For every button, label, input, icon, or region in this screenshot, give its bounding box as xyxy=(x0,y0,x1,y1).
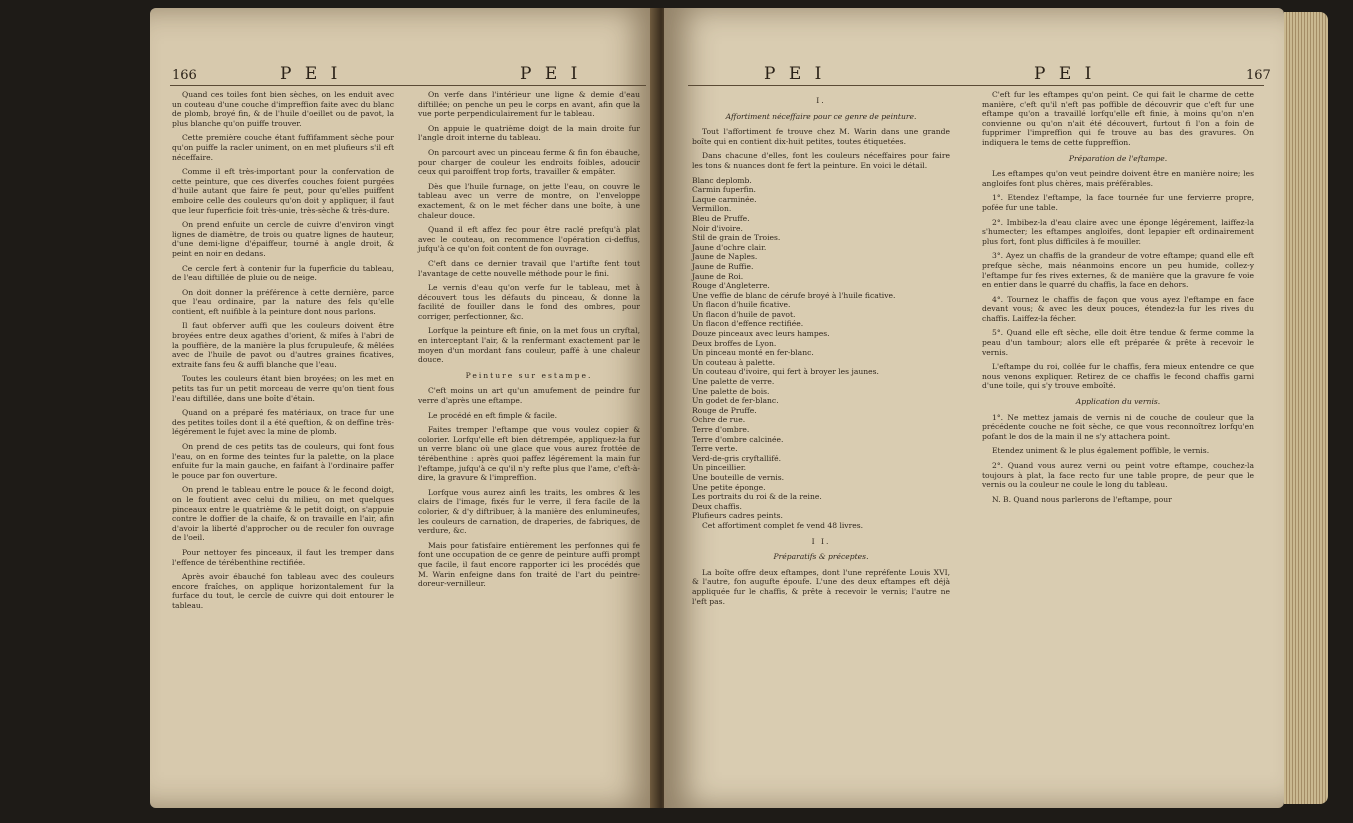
list-item: Un flacon d'huile ficative. xyxy=(692,300,791,310)
paragraph: N. B. Quand nous parlerons de l'eftampe, pour xyxy=(992,494,1172,504)
section-heading: Peinture sur estampe. xyxy=(465,370,593,380)
list-item: Noir d'ivoire. xyxy=(692,223,743,233)
list-item: Un pinceau monté en fer-blanc. xyxy=(692,348,814,358)
paragraph: C'eft dans ce dernier travail que l'artifte fent tout l'avantage de cette nouvelle méthode pour le fini. xyxy=(418,258,640,278)
list-item: Un flacon d'huile de pavot. xyxy=(692,309,796,319)
text-column-4 xyxy=(982,90,1254,509)
list-item: Deux broffes de Lyon. xyxy=(692,338,777,348)
list-item: Rouge de Pruffe. xyxy=(692,405,757,415)
running-header: P E I xyxy=(764,64,826,84)
paragraph: Quand ces toiles font bien sèches, on les enduit avec un couteau d'une couche d'impreffion faite avec du blanc de plomb, broyé fin, & de l'huile d'oeillet ou de pavot, la plus blanche qu'on puiffe trouver. xyxy=(172,90,394,128)
paragraph: Il faut obferver auffi que les couleurs doivent être broyées entre deux agathes d'orient, & mifes à l'abri de la pouffière, de la manière la plus fcrupuleufe, & mêlées avec de l'huile de pavot ou d'autres graines ficatives, extraite fans feu & auffi blanche que l'eau. xyxy=(172,321,394,369)
paragraph: 2°. Imbibez-la d'eau claire avec une éponge légérement, laiffez-la s'humecter; les eftampes angloifes, dont lepapier eft ordinairement plus fort, font plus difficiles à fe mouiller. xyxy=(982,217,1254,246)
paragraph: Cette première couche étant fuffifamment sèche pour qu'on puiffe la racler uniment, on en met plufieurs s'il eft néceffaire. xyxy=(172,133,394,162)
list-item: Plufieurs cadres peints. xyxy=(692,511,783,521)
header-rule xyxy=(688,85,1264,86)
list-item: Un godet de fer-blanc. xyxy=(692,396,779,406)
paragraph: C'eft moins un art qu'un amufement de peindre fur verre d'après une eftampe. xyxy=(418,386,640,406)
paragraph: On parcourt avec un pinceau ferme & fin fon ébauche, pour charger de couleur les endroits foibles, adoucir ceux qui paroiffent trop forts, travailler & empâter. xyxy=(418,147,640,177)
paragraph: Toutes les couleurs étant bien broyées; on les met en petits tas fur un petit morceau de verre qu'on tient fous l'eau diftillée, dans une boîte d'étain. xyxy=(172,374,394,403)
paragraph: Pour nettoyer fes pinceaux, il faut les tremper dans l'effence de térébenthine rectifiée. xyxy=(172,547,394,567)
paragraph: Mais pour fatisfaire entièrement les perfonnes qui fe font une occupation de ce genre de peinture auffi prompt que facile, il faut encore rapporter ici les procédés que M. Warin enfeigne dans fon traité de l'art du peintre-doreur-vernilleur. xyxy=(418,540,640,589)
list-item: Carmin fuperfin. xyxy=(692,185,756,195)
running-header: P E I xyxy=(520,64,582,84)
paragraph: 2°. Quand vous aurez verni ou peint votre eftampe, couchez-la toujours à plat, la face recto fur une table propre, de peur que le vernis ou la couleur ne coule le long du tableau. xyxy=(982,461,1254,490)
paragraph: C'eft fur les eftampes qu'on peint. Ce qui fait le charme de cette manière, c'eft qu'il n'eft pas poffible de découvrir que c'eft fur une eftampe qu'on a travaillé lorfqu'elle eft finie, à moins qu'on n'en convienne ou qu'on n'ait été découvert, furtout fi l'on a foin de fupprimer l'impreffion qui fe trouve au bas des gravures. On indiquera le tems de cette fuppreffion. xyxy=(982,90,1254,147)
paragraph: L'eftampe du roi, collée fur le chaffis, fera mieux entendre ce que nous venons expliquer. Retirez de ce chaffis le fecond chaffis garni d'une toile, qui s'y trouve emboîté. xyxy=(982,362,1254,391)
paragraph: Tout l'affortiment fe trouve chez M. Warin dans une grande boîte qui en contient dix-huit petites, toutes étiquetées. xyxy=(692,127,950,146)
section-heading: Préparation de l'eftampe. xyxy=(1068,153,1168,163)
paragraph: On prend le tableau entre le pouce & le fecond doigt, on le foutient avec celui du milieu, on met quelques pinceaux entre le quatrième & le petit doigt, on s'appuie contre le doffier de la chaife, & on travaille en l'air, afin d'avoir la liberté d'approcher ou de reculer fon ouvrage de l'oeil. xyxy=(172,485,394,543)
left-page xyxy=(150,8,658,808)
page-number: 167 xyxy=(1246,68,1271,83)
running-header: P E I xyxy=(280,64,342,84)
text-column-2 xyxy=(418,90,640,594)
paragraph: Le procédé en eft fimple & facile. xyxy=(428,410,558,420)
paragraph: Quand on a préparé fes matériaux, on trace fur une des petites toiles dont il a été queftion, & on deffine très-légérement le fujet avec la mine de plomb. xyxy=(172,408,394,437)
paragraph: Après avoir ébauché fon tableau avec des couleurs encore fraîches, on applique horizontalement fur la furface du tout, le cercle de cuivre qui doit entourer le tableau. xyxy=(172,572,394,610)
section-heading: Application du vernis. xyxy=(1075,397,1161,407)
list-item: Une bouteille de vernis. xyxy=(692,472,785,482)
text-column-1 xyxy=(172,90,394,616)
list-item: Une palette de verre. xyxy=(692,377,775,387)
text-column-3 xyxy=(692,90,950,611)
list-item: Une petite éponge. xyxy=(692,482,766,492)
list-item: Un pinceillier. xyxy=(692,463,747,473)
paragraph: Comme il eft très-important pour la confervation de cette peinture, que ces diverfes couches foient purgées d'huile autant que faire fe peut, pour qu'elles puiffent emboire celle des couleurs qu'on doit y appliquer, il faut que leur fuperficie foit très-unie, très-sèche & très-dure. xyxy=(172,167,394,215)
paragraph: 3°. Ayez un chaffis de la grandeur de votre eftampe; quand elle eft prefque sèche, mais néanmoins encore un peu humide, collez-y l'eftampe fur fes rives externes, & de manière que la gravure fe voie en entier dans le quarré du chaffis, la face en dehors. xyxy=(982,251,1254,290)
list-item: Deux chaffis. xyxy=(692,501,742,511)
paragraph: Les eftampes qu'on veut peindre doivent être en manière noire; les angloifes font plus chères, mais préférables. xyxy=(982,169,1254,188)
list-item: Un couteau à palette. xyxy=(692,357,776,367)
list-item: Vermillon. xyxy=(692,204,732,214)
list-item: Les portraits du roi & de la reine. xyxy=(692,492,822,502)
section-heading: Préparatifs & préceptes. xyxy=(773,552,869,562)
paragraph: Dans chacune d'elles, font les couleurs néceffaires pour faire les tons & nuances dont fe fert la peinture. En voici le détail. xyxy=(692,151,950,170)
paragraph: Faites tremper l'eftampe que vous voulez copier & colorier. Lorfqu'elle eft bien détrempée, appliquez-la fur un verre blanc où une glace que vous aurez frottée de térébenthine : après quoi paffez légérement la main fur l'eftampe, jufqu'à ce qu'il n'y refte plus que l'ame, c'eft-à-dire, la gravure & l'impreffion. xyxy=(418,425,640,483)
list-item: Douze pinceaux avec leurs hampes. xyxy=(692,329,830,339)
paragraph: Ce cercle fert à contenir fur la fuperficie du tableau, de l'eau diftillée de pluie ou de neige. xyxy=(172,263,394,283)
paragraph: On prend enfuite un cercle de cuivre d'environ vingt lignes de diamètre, de trois ou quatre lignes de hauteur, d'une demi-ligne d'épaiffeur, tourné à angle droit, & peint en noir en dedans. xyxy=(172,220,394,258)
list-item: Rouge d'Angleterre. xyxy=(692,281,770,291)
paragraph: Etendez uniment & le plus également poffible, le vernis. xyxy=(992,446,1210,456)
list-item: Verd-de-gris cryftallifé. xyxy=(692,453,782,463)
list-item: Jaune de Naples. xyxy=(692,252,758,262)
list-item: Ochre de rue. xyxy=(692,415,746,425)
list-item: Terre verte. xyxy=(692,444,738,454)
paragraph: Lorfque la peinture eft finie, on la met fous un cryftal, en interceptant l'air, & la renfermant exactement par le moyen d'un mordant fans couleur, paffé à une chaleur douce. xyxy=(418,326,640,365)
section-number: I I. xyxy=(811,536,831,546)
section-number: I. xyxy=(816,96,826,105)
open-book xyxy=(150,8,1330,818)
paragraph: On prend de ces petits tas de couleurs, qui font fous l'eau, on en forme des teintes fur la palette, on la place enfuite fur la main gauche, en faifant à l'ordinaire paffer le pouce par fon ouverture. xyxy=(172,442,394,480)
header-rule xyxy=(170,85,646,86)
list-item: Une palette de bois. xyxy=(692,386,770,396)
list-item: Blanc deplomb. xyxy=(692,175,752,185)
section-heading: Affortiment néceffaire pour ce genre de peinture. xyxy=(725,111,917,121)
page-number: 166 xyxy=(172,68,197,83)
list-item: Terre d'ombre. xyxy=(692,425,750,434)
paragraph: On doit donner la préférence à cette dernière, parce que l'eau ordinaire, par la nature des fels qu'elle contient, eft nuifible à la peinture dont nous parlons. xyxy=(172,287,394,316)
paragraph: 1°. Ne mettez jamais de vernis ni de couche de couleur que la précédente couche ne foit sèche, ce que vous reconnoîtrez lorfqu'en pofant le dos de la main il ne s'y attachera point. xyxy=(982,412,1254,441)
paragraph: On verfe dans l'intérieur une ligne & demie d'eau diftillée; on penche un peu le corps en avant, afin que la vue porte perpendiculairement fur le tableau. xyxy=(418,90,640,119)
paragraph: Dès que l'huile furnage, on jette l'eau, on couvre le tableau avec un verre de montre, on l'enveloppe exactement, & on le met fécher dans une boîte, à une chaleur douce. xyxy=(418,181,640,220)
list-item: Un flacon d'effence rectifiée. xyxy=(692,319,804,329)
list-item: Stil de grain de Troies. xyxy=(692,233,781,243)
paragraph: Cet affortiment complet fe vend 48 livres. xyxy=(702,520,864,530)
paragraph: La boîte offre deux eftampes, dont l'une repréfente Louis XVI, & l'autre, fon augufte époufe. L'une des deux eftampes eft déjà appliquée fur le chaffis, & prête à recevoir le vernis; l'autre ne l'eft pas. xyxy=(692,567,950,606)
paragraph: Le vernis d'eau qu'on verfe fur le tableau, met à découvert tous les défauts du pinceau, & donne la facilité de fouiller dans le fond des ombres, pour corriger, perfectionner, &c. xyxy=(418,283,640,321)
paragraph: 5°. Quand elle eft sèche, elle doit être tendue & ferme comme la peau d'un tambour; alors elle eft préparée & prête à recevoir le vernis. xyxy=(982,328,1254,357)
paragraph: 4°. Tournez le chaffis de façon que vous ayez l'eftampe en face devant vous; & avec les deux pouces, étendez-la fur les rives du chaffis. Laiffez-la fécher. xyxy=(982,294,1254,323)
list-item: Terre d'ombre calcinée. xyxy=(692,434,784,444)
running-header: P E I xyxy=(1034,64,1096,84)
list-item: Jaune d'ochre clair. xyxy=(692,242,767,252)
paragraph: On appuie le quatrième doigt de la main droite fur l'angle droit interne du tableau. xyxy=(418,123,640,143)
page-edges xyxy=(1284,12,1328,804)
paragraph: Lorfque vous aurez ainfi les traits, les ombres & les clairs de l'image, fixés fur le verre, il fera facile de la colorier, & d'y diftribuer, à la manière des enlumineufes, les couleurs de carnation, de draperies, de fabriques, de verdure, &c. xyxy=(418,487,640,536)
list-item: Jaune de Ruffie. xyxy=(692,261,754,271)
paragraph: Quand il eft affez fec pour être raclé prefqu'à plat avec le couteau, on recommence l'opération ci-deffus, jufqu'à ce qu'on foit content de fon ouvrage. xyxy=(418,225,640,254)
right-page xyxy=(664,8,1284,808)
list-item: Laque carminée. xyxy=(692,194,757,204)
list-item: Un couteau d'ivoire, qui fert à broyer les jaunes. xyxy=(692,367,879,377)
list-item: Jaune de Roi. xyxy=(692,271,744,281)
list-item: Une veffie de blanc de cérufe broyé à l'huile ficative. xyxy=(692,290,896,300)
list-item: Bleu de Pruffe. xyxy=(692,213,750,223)
paragraph: 1°. Etendez l'eftampe, la face tournée fur une fervierre propre, pofée fur une table. xyxy=(982,193,1254,212)
